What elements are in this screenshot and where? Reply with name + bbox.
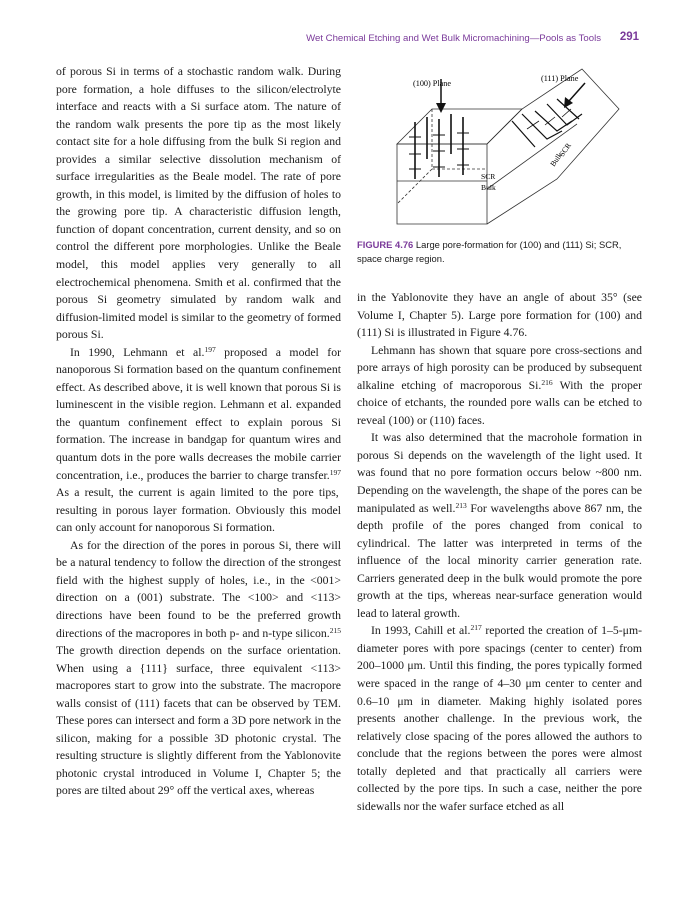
right-paragraph-4: In 1993, Cahill et al.$^{217}$ reported the creation of 1–5-μm-diameter pores with pore spacings (center to center) from 200–1000 μm. Until this finding, the pores typically formed were spaced in the range of 4–30 μm center to center and 0.6–10 μm in diameter. Making highly isolated pores presents another challenge. In the previous work, the relatively close spacing of the pores allowed the authors to conclude that the regions between the pores were almost totally depleted and that practically all carriers were collected by the pore tips. In such a case, neither the pore sidewalls nor the wafer surface etched as all — [357, 623, 643, 813]
citation: 216 — [541, 377, 553, 387]
left-paragraph-2: In 1990, Lehmann et al.$^{197}$ proposed a model for nanoporous Si formation based on the quantum confinement effect. As described above, it is well known that porous Si is luminescent in the visible region. Lehmann et al. expanded the quantum confinement effect to explain porous Si formation. The increase in bandgap for quantum wires and quantum dots in the pore walls decreases the mobile carrier concentration, i.e., produces the barrier to charge transfer.$^{197}$ As a result, the current is again limited to the pore tips, resulting in porous layer formation. Obviously this model can only account for nanoporous Si formation. — [56, 344, 341, 535]
figure-caption — [357, 238, 647, 265]
page-number: 291 — [619, 31, 639, 43]
left-paragraph-1: of porous Si in terms of a stochastic random walk. During pore formation, a hole diffuses to the silicon/electrolyte interface and reacts with a Si surface atom. The nature of the random walk presents the pore tip as the most likely contact site for a hole diffusing from the bulk Si region and provides a similar selective dissolution mechanism of surface irregularities as the Beale model. The rate of pore growth, in this model, is limited by the diffusion of holes to the growing pore tip. A characteristic diffusion length, function of dopant concentration, current density, and so on control the different pore morphologies. Unlike the Beale model, this model applies very generally to all electrochemical phenomena. Smith et al. confirmed that the porous Si geometry simulated by random walk and diffusion-limited model is similar to the geometry of formed porous Si. — [56, 65, 341, 342]
figure-caption-text: Large pore-formation for (100) and (111) Si; SCR, space charge region. — [357, 239, 622, 264]
right-paragraph-1: in the Yablonovite they have an angle of about 35° (see Volume I, Chapter 5). Large pore formation for (100) and (111) Si is illustrated in Figure 4.76. — [357, 291, 642, 340]
pore-formation-figure — [357, 59, 642, 229]
label-bulk: Bulk — [481, 183, 496, 192]
citation: 217 — [470, 623, 482, 633]
box-front-face — [397, 144, 487, 224]
left-column — [56, 63, 341, 800]
right-paragraph-3: It was also determined that the macrohole formation in porous Si depends on the wavelength of the light used. It was found that no pore formation occurs below ~800 nm. Depending on the wavelength, the shape of the pores can be manipulated as well.$^{213}$ For wavelengths above 867 nm, the depth profile of the pores changed from conical to cylindrical. The latter was interpreted in terms of the influence of the local minority carrier generation rate. Carriers generated deep in the bulk would promote the pore growth at the tips, whereas near-surface generation would lead to lateral growth. — [357, 431, 642, 620]
label-bulk-rotated: Bulk — [548, 150, 565, 169]
label-scr: SCR — [481, 172, 496, 181]
citation: 213 — [455, 500, 467, 510]
right-paragraph-2: Lehmann has shown that square pore cross-sections and pore arrays of high porosity can be produced by subsequent alkaline etching of macroporous Si.$^{216}$ With the proper choice of etchants, the rounded pore walls can be etched to reveal (100) or (110) faces. — [357, 343, 642, 427]
arrows — [436, 79, 585, 113]
running-header — [0, 31, 695, 51]
label-111-plane: (111) Plane — [541, 74, 579, 83]
pores-111 — [512, 99, 582, 147]
label-scr-rotated: SCR — [557, 141, 573, 159]
right-column — [357, 289, 642, 815]
figure-label: FIGURE 4.76 — [357, 239, 414, 250]
running-title: Wet Chemical Etching and Wet Bulk Micromachining—Pools as Tools — [306, 33, 601, 44]
citation: 215 — [329, 625, 341, 635]
left-paragraph-3: As for the direction of the pores in porous Si, there will be a natural tendency to follow the direction of the strongest field with the highest supply of holes, i.e., in the <001> direction on a (001) substrate. The <100> and <113> directions have been found to be the preferred growth directions of the macropores in both p- and n-type silicon.$^{215}$ The growth direction depends on the surface orientation. When using a {111} surface, three equivalent <113> macropores start to grow into the substrate. The macropore walls consist of (111) facets that can be observed by TEM. These pores can intersect and form a 3D pore network in the silicon, making for a possible 3D photonic crystal. The resulting structure is slightly different from the Yablonovite photonic crystal introduced in Volume I, Chapter 5; the pores are tilted about 29° off the vertical axes, whereas — [56, 538, 341, 798]
citation: 197 — [204, 344, 216, 354]
citation: 197 — [329, 467, 341, 477]
box-hex-right — [487, 69, 619, 224]
label-100-plane: (100) Plane — [413, 79, 451, 88]
